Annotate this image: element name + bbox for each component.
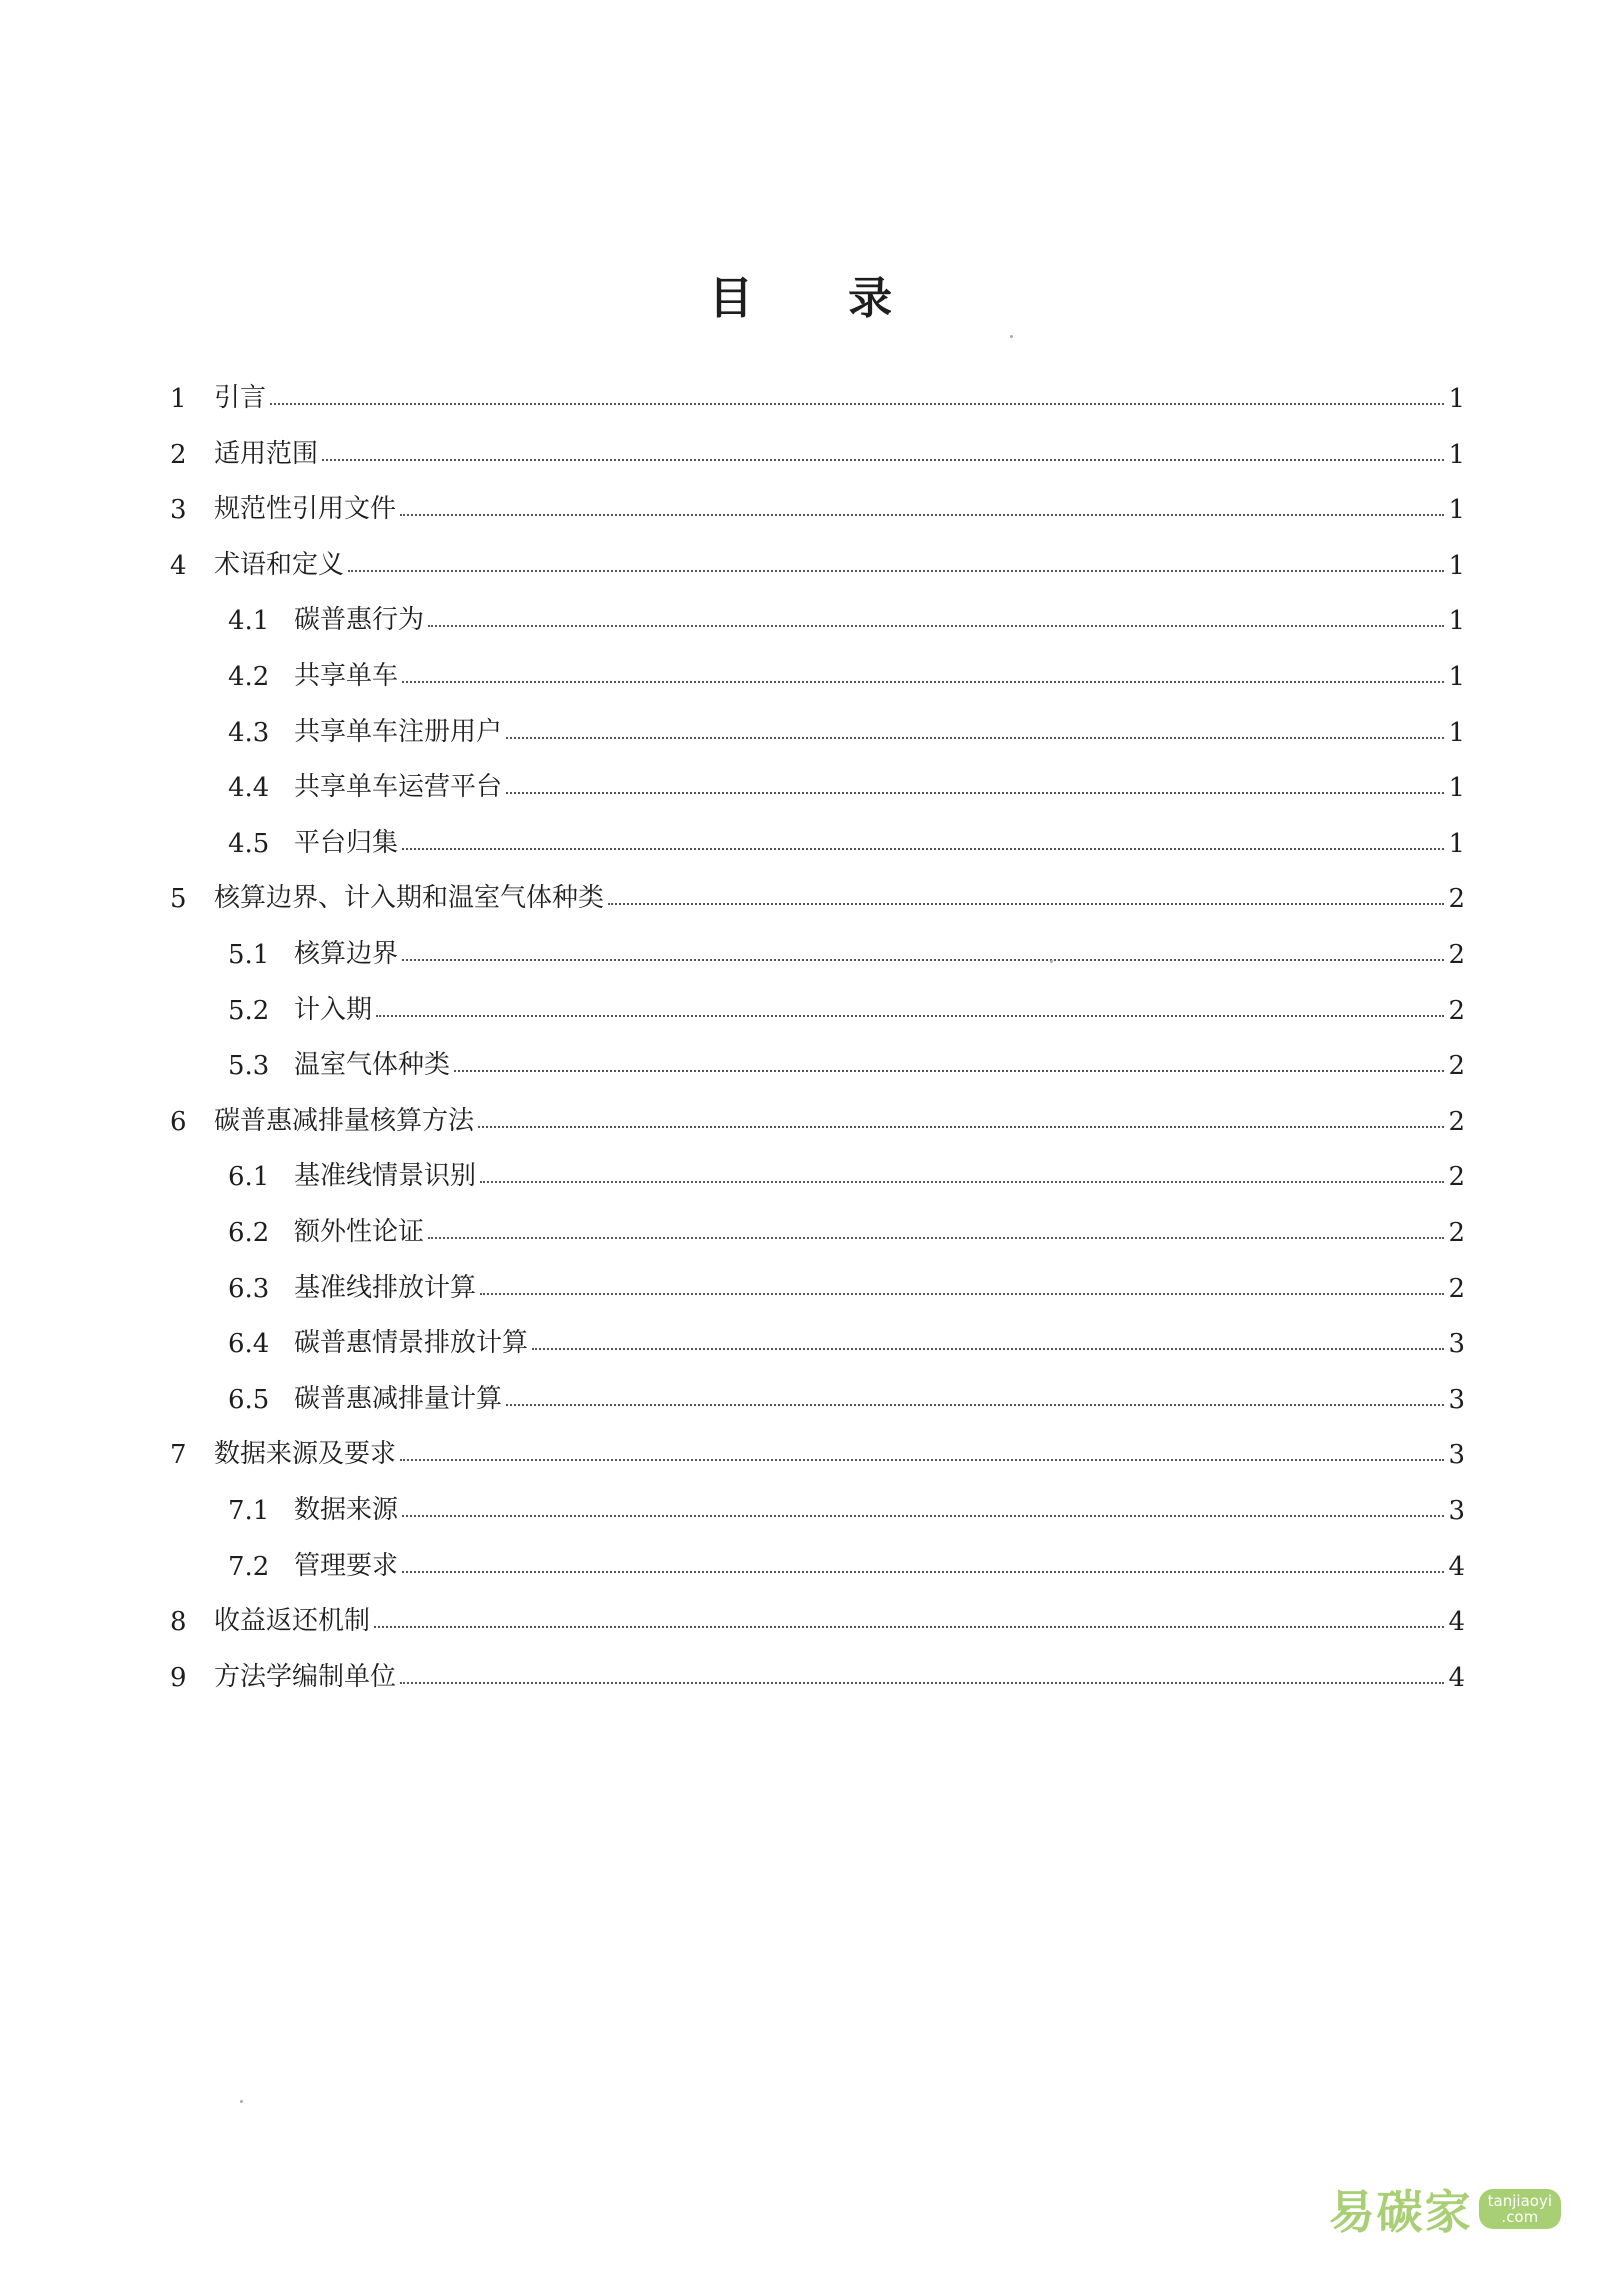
toc-entry-label: 数据来源 [294,1495,399,1525]
toc-dot-leader [506,792,1444,794]
toc-dot-leader [402,1571,1444,1573]
toc-entry-number: 5 [170,884,187,915]
toc-entry-number: 4 [170,550,187,581]
toc-entry-page: 1 [1448,717,1465,748]
toc-entry-number: 7 [170,1440,187,1471]
watermark-badge-line2: .com [1501,2208,1539,2226]
toc-entry-label: 碳普惠行为 [294,605,425,636]
toc-entry-page: 2 [1448,884,1465,915]
toc-entry-number: 6.4 [228,1329,270,1360]
toc-dot-leader [376,1015,1444,1017]
toc-entry-number: 6.1 [228,1162,270,1193]
toc-entry-label: 碳普惠减排量计算 [294,1383,503,1414]
toc-entry-page: 2 [1448,1218,1465,1248]
toc-entry-page: 4 [1448,1662,1465,1693]
toc-entry-number: 4.5 [228,828,270,859]
toc-entry-page: 1 [1448,662,1465,692]
toc-entry-label: 核算边界 [294,939,399,969]
scan-speck [240,2100,243,2103]
toc-entry-page: 1 [1448,606,1465,637]
toc-entry-label: 共享单车 [294,661,399,691]
toc-dot-leader [400,1459,1444,1461]
toc-entry-number: 1 [170,384,187,414]
toc-entry-label: 碳普惠情景排放计算 [294,1328,529,1359]
toc-entry-page: 2 [1448,940,1465,970]
toc-entry [228,1542,1465,1582]
toc-entry [170,430,1465,470]
toc-dot-leader [348,570,1444,572]
watermark-text: 易碳家 [1328,2185,1473,2239]
scan-speck [1050,960,1053,963]
toc-entry-label: 规范性引用文件 [214,494,397,525]
toc-entry [228,763,1465,803]
toc-entry [228,596,1465,636]
toc-entry-label: 温室气体种类 [294,1050,451,1081]
toc-entry-page: 2 [1448,1162,1465,1193]
toc-entry-label: 数据来源及要求 [214,1439,397,1470]
toc-entry-number: 7.1 [228,1496,270,1526]
toc-entry [170,541,1465,581]
toc-dot-leader [402,959,1444,961]
toc-entry-label: 核算边界、计入期和温室气体种类 [214,883,605,914]
toc-entry [170,1597,1465,1637]
toc-entry-page: 2 [1448,1106,1465,1137]
toc-entry-number: 4.4 [228,773,270,804]
toc-dot-leader [428,1237,1444,1239]
toc-entry-label: 基准线情景识别 [294,1161,477,1192]
toc-dot-leader [400,514,1444,516]
toc-entry [228,930,1465,970]
toc-dot-leader [428,625,1444,627]
toc-entry-page: 1 [1448,550,1465,581]
toc-dot-leader [506,737,1444,739]
toc-dot-leader [608,903,1444,905]
toc-entry [170,1097,1465,1137]
page-title: 目 录 [708,273,933,324]
watermark-logo [1329,2176,1561,2242]
toc-dot-leader [402,848,1444,850]
toc-entry [170,1653,1465,1693]
toc-dot-leader [270,403,1444,405]
toc-entry-number: 4.3 [228,717,270,748]
toc-entry-label: 计入期 [294,994,373,1025]
toc-entry [228,1152,1465,1192]
toc-entry-page: 3 [1448,1440,1465,1471]
toc-entry-label: 术语和定义 [214,549,345,580]
toc-entry-label: 共享单车运营平台 [294,772,503,803]
toc-entry-label: 额外性论证 [294,1217,425,1247]
toc-entry [170,1430,1465,1470]
toc-entry [228,1041,1465,1081]
toc-entry [228,986,1465,1026]
toc-entry-number: 8 [170,1607,187,1638]
toc-entry-label: 管理要求 [294,1550,399,1581]
toc-entry-number: 3 [170,495,187,526]
toc-entry-label: 方法学编制单位 [214,1661,397,1692]
toc-entry-page: 1 [1448,384,1465,414]
toc-dot-leader [480,1293,1444,1295]
toc-entry [228,1375,1465,1415]
toc-entry-page: 3 [1448,1384,1465,1415]
toc-entry-number: 2 [170,439,187,470]
toc-dot-leader [402,681,1444,683]
toc-entry-page: 4 [1448,1551,1465,1582]
watermark-badge [1479,2189,1561,2229]
toc-entry-page: 3 [1448,1329,1465,1360]
toc-entry-page: 1 [1448,495,1465,526]
toc-entry [170,874,1465,914]
toc-entry-label: 共享单车注册用户 [294,716,503,747]
toc-entry [228,1319,1465,1359]
toc-entry-page: 1 [1448,439,1465,470]
toc-entry-label: 适用范围 [214,438,319,469]
toc-dot-leader [480,1181,1444,1183]
toc-entry-page: 1 [1448,773,1465,804]
toc-entry-label: 碳普惠减排量核算方法 [214,1105,475,1136]
toc-entry [170,485,1465,525]
toc-entry-number: 7.2 [228,1551,270,1582]
toc-entry [228,819,1465,859]
toc-entry-number: 4.2 [228,662,270,692]
toc-dot-leader [478,1126,1444,1128]
toc-entry-number: 6.5 [228,1384,270,1415]
toc-entry-number: 4.1 [228,606,270,637]
toc-entry-page: 1 [1448,828,1465,859]
toc-entry-page: 4 [1448,1607,1465,1638]
toc-entry-number: 5.1 [228,940,270,970]
toc-entry [170,374,1465,414]
toc-entry-label: 平台归集 [294,827,399,858]
toc-entry [228,1208,1465,1248]
toc-entry-number: 6.3 [228,1273,270,1304]
toc-dot-leader [374,1626,1444,1628]
toc-entry [228,652,1465,692]
toc-entry [228,708,1465,748]
toc-entry-label: 收益返还机制 [214,1606,371,1637]
toc-entry-number: 5.3 [228,1051,270,1082]
toc-entry-number: 5.2 [228,995,270,1026]
toc-entry-number: 6.2 [228,1218,270,1248]
toc-entry-number: 9 [170,1662,187,1693]
toc-entry-label: 基准线排放计算 [294,1272,477,1303]
toc-entry [228,1264,1465,1304]
toc-entry [228,1486,1465,1526]
toc-entry-number: 6 [170,1106,187,1137]
watermark-badge-line1: tanjiaoyi [1487,2192,1552,2210]
toc-entry-label: 引言 [214,383,267,413]
toc-dot-leader [532,1348,1444,1350]
toc-dot-leader [454,1070,1444,1072]
toc-entry-page: 2 [1448,995,1465,1026]
toc-entry-page: 2 [1448,1273,1465,1304]
toc-dot-leader [506,1404,1444,1406]
toc-dot-leader [400,1682,1444,1684]
toc-entry-page: 2 [1448,1051,1465,1082]
scan-speck [1010,335,1013,338]
toc-dot-leader [322,459,1444,461]
toc-dot-leader [402,1515,1444,1517]
toc-entry-page: 3 [1448,1496,1465,1526]
